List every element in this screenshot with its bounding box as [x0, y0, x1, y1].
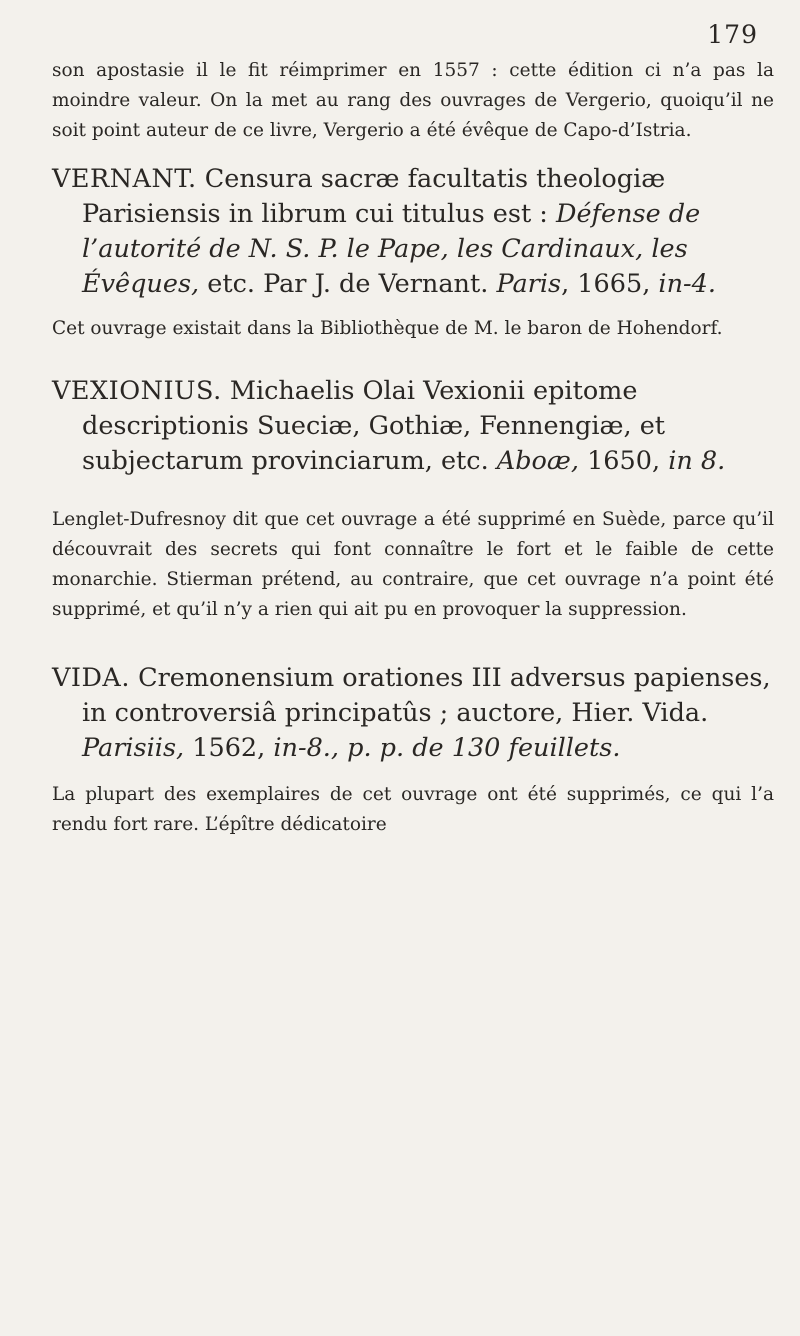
entry-vexionius-place: Aboæ, — [496, 446, 579, 476]
entry-vida-year: 1562, — [192, 733, 266, 763]
entry-vida-head: VIDA. — [52, 663, 130, 693]
note-lenglet: Lenglet-Dufresnoy dit que cet ouvrage a été supprimé en Suède, parce qu’il découvrait des secrets qui font connaître le fort et le faible de cette monarchie. Stierman prétend, au contraire, que cet ouvrage n’a point été supprimé, et qu’il n’y a rien qui ait pu en provoquer la suppression. — [52, 509, 774, 620]
entry-vexionius — [52, 374, 774, 479]
entry-vida-extra: de 130 feuillets. — [412, 733, 621, 763]
entry-vida-place: Parisiis, — [82, 733, 185, 763]
entry-vida-format: in-8., p. p. — [273, 733, 405, 763]
entry-vida-text: Cremonensium orationes III adversus papienses, in controversiâ principatûs ; auctore, Hier. Vida. — [82, 663, 771, 728]
entry-vexionius-head: VEXIONIUS. — [52, 376, 222, 406]
entry-vernant-title: Défense de l’autorité de N. S. P. le Pape, les Cardinaux, les Évêques, — [82, 199, 701, 299]
entry-vernant-format: in-4. — [658, 269, 716, 299]
entry-vernant-year: , 1665, — [561, 269, 651, 299]
entry-vernant-place: Paris — [496, 269, 562, 299]
note-hohendorf: Cet ouvrage existait dans la Bibliothèque de M. le baron de Hohendorf. — [52, 318, 723, 339]
entry-vernant — [52, 162, 774, 302]
entry-vexionius-format: in 8. — [668, 446, 726, 476]
note-plupart: La plupart des exemplaires de cet ouvrage ont été supprimés, ce qui l’a rendu fort rare. L’épître dédicatoire — [52, 784, 774, 835]
entry-vernant-text: Censura sacræ facultatis theologiæ Parisiensis in librum cui titulus est : — [82, 164, 666, 229]
entry-vernant-author: etc. Par J. de Vernant. — [207, 269, 489, 299]
note-vergerio: son apostasie il le fit réimprimer en 1557 : cette édition ci n’a pas la moindre valeur. On la met au rang des ouvrages de Vergerio, quoiqu’il ne soit point auteur de ce livre, Vergerio a été évêque de Capo-d’Istria. — [52, 60, 774, 141]
entry-vexionius-text: Michaelis Olai Vexionii epitome descriptionis Sueciæ, Gothiæ, Fennengiæ, et subjectarum provinciarum, etc. — [82, 376, 666, 476]
entry-vernant-head: VERNANT. — [52, 164, 197, 194]
page-body — [52, 56, 774, 840]
entry-vexionius-year: 1650, — [587, 446, 661, 476]
page-number: 179 — [707, 20, 758, 49]
entry-vida — [52, 661, 774, 766]
